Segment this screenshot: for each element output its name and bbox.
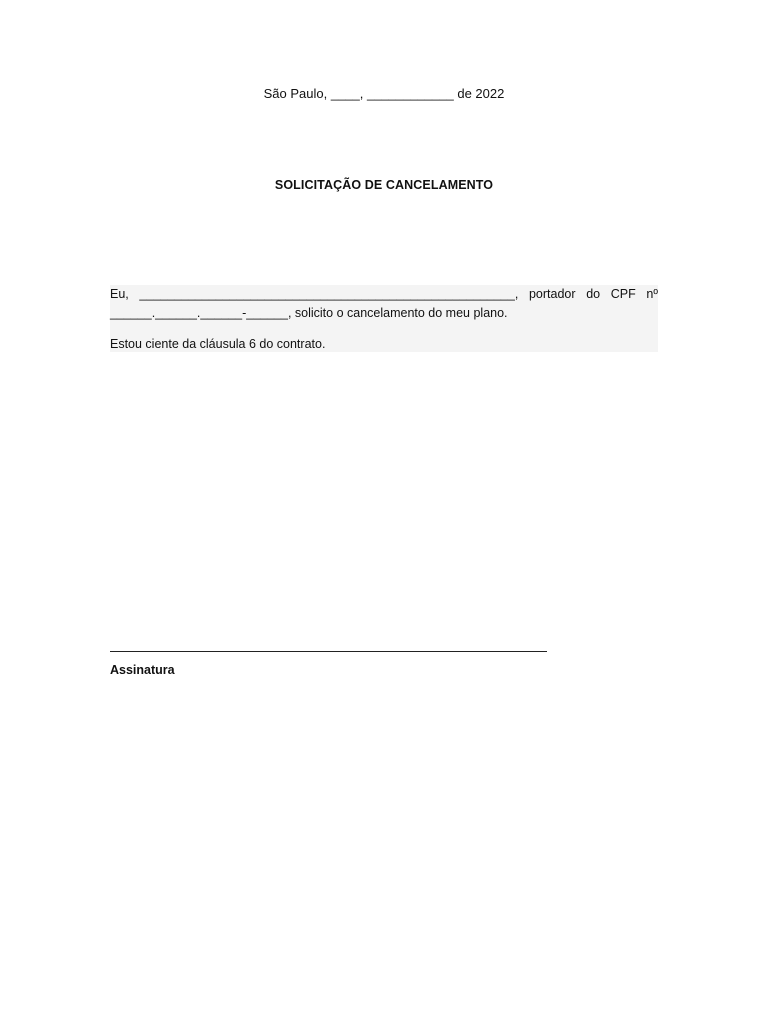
word-do: do [586,287,601,301]
signature-line [110,651,547,652]
word-no: nº [646,287,658,301]
word-cpf: CPF [610,287,636,301]
word-eu: Eu, [110,287,129,301]
document-title: SOLICITAÇÃO DE CANCELAMENTO [274,178,494,192]
word-portador: portador [528,287,576,301]
acknowledgement-paragraph: Estou ciente da cláusula 6 do contrato. [110,337,326,351]
request-paragraph-line-1 [110,285,658,303]
signature-label: Assinatura [110,663,175,677]
request-paragraph-line-2: ______.______.______-______, solicito o cancelamento do meu plano. [110,306,508,320]
name-blank: ______________________________________________________, [139,287,519,301]
date-line: São Paulo, ____, ____________ de 2022 [263,86,505,101]
